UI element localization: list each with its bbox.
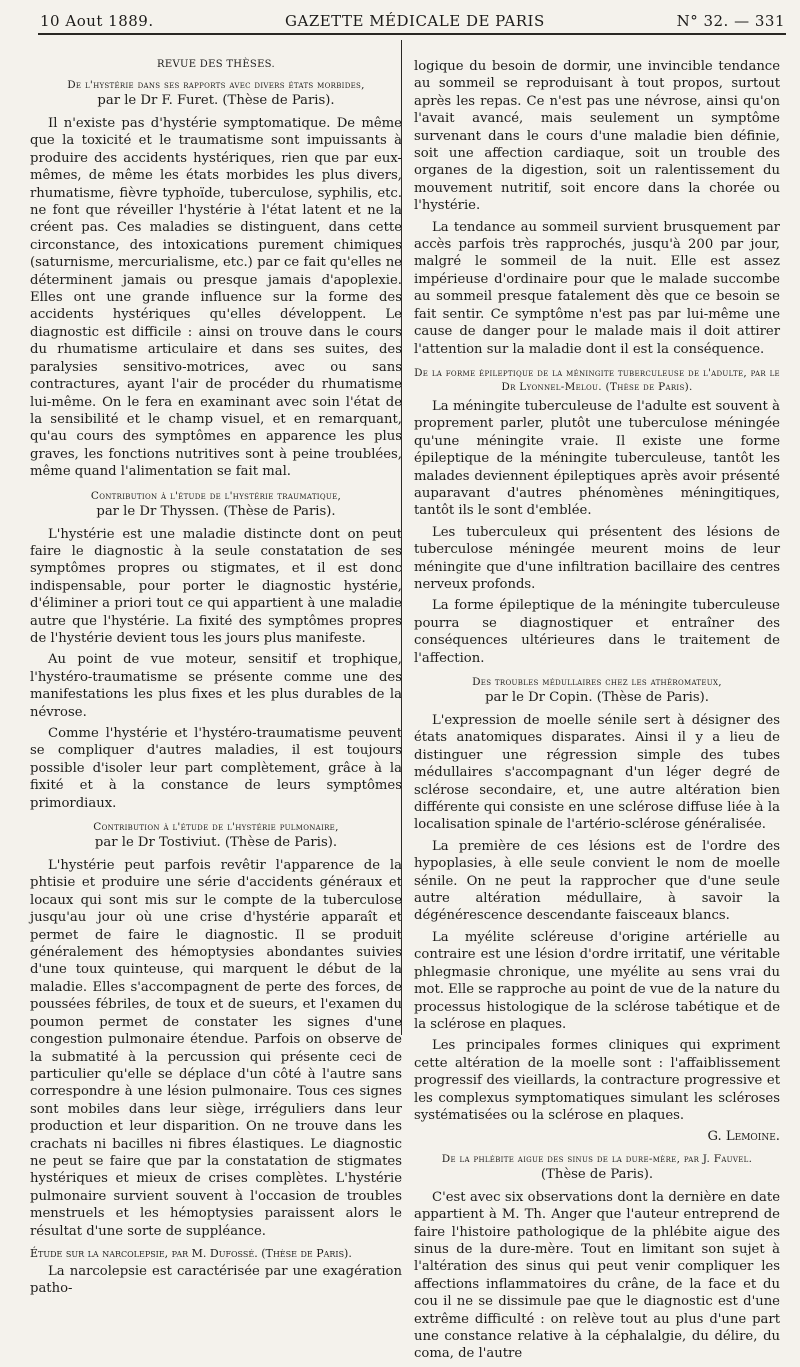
paragraph: Il n'existe pas d'hystérie symptomatique. De même que la toxicité et le traumatisme sont impuissants à produire des accidents hystériques, rien que par eux-mêmes, de même les états morbides les plus divers, rhumatisme, fièvre typhoïde, tuberculose, syphilis, etc. ne font que réveiller l'hystérie à l'état latent et ne la créent pas. Ces maladies se distinguent, dans cette circonstance, des intoxications purement chimiques (saturnisme, mercurialisme, etc.) par ce fait qu'elles ne déterminent jamais ou presque jamais d'apoplexie. Elles ont une grande influence sur la forme des accidents hystériques qu'elles développent. Le diagnostic est difficile : ainsi on trouve dans le cours du rhumatisme articulaire et dans ses suites, des paralysies sensitivo-motrices, avec ou sans contractures, ayant l'air de procéder du rhumatisme lui-même. On le fera en examinant avec soin l'état de la sensibilité et le champ visuel, et en remarquant, qu'au cours des symptômes en apparence les plus graves, les fonctions nutritives sont à peine troublées, même quand l'alimentation se fait mal. xyxy=(30,116,402,480)
paragraph: La myélite scléreuse d'origine artérielle au contraire est une lésion d'ordre irritatif, une véritable phlegmasie chronique, une myélite au sens vrai du mot. Elle se rapproche au point de vue de la nature du processus histologique de la sclérose tabétique et de la sclérose en plaques. xyxy=(414,929,780,1032)
section-heading: REVUE DES THÈSES. xyxy=(157,59,275,70)
paragraph: L'hystérie est une maladie distincte dont on peut faire le diagnostic à la seule constatation de ses symptômes propres ou stigmates, et il est donc indispensable, pour porter le diagnostic hystérie, d'éliminer a priori tout ce qui appartient à une maladie autre que l'hystérie. La fixité des symptômes propres de l'hystérie devient tous les jours plus manifeste. xyxy=(30,526,402,646)
thesis-author: par le Dr F. Furet. (Thèse de Paris). xyxy=(97,93,335,108)
issue-date: 10 Aout 1889. xyxy=(40,12,154,30)
paragraph: L'expression de moelle sénile sert à désigner des états anatomiques disparates. Ainsi il y a lieu de distinguer une régression simple des tubes médullaires s'accompagnant d'un léger degré de sclérose secondaire, et, une autre altération bien différente qui consiste en une sclérose diffuse liée à la localisation spinale de l'artério-sclérose généralisée. xyxy=(414,713,780,833)
thesis-title: Contribution à l'étude de l'hystérie traumatique, xyxy=(90,489,342,502)
paragraph: Au point de vue moteur, sensitif et trophique, l'hystéro-traumatisme se présente comme une des manifestations les plus fixes et les plus durables de la névrose. xyxy=(30,652,402,720)
thesis-author: par le Dr Copin. (Thèse de Paris). xyxy=(485,690,709,705)
journal-title: GAZETTE MÉDICALE DE PARIS xyxy=(285,12,545,30)
thesis-title: Étude sur la narcolepsie, par M. Dufossé. (Thèse de Paris). xyxy=(30,1246,352,1260)
paragraph: Comme l'hystérie et l'hystéro-traumatisme peuvent se compliquer d'autres maladies, il est toujours possible d'isoler leur part complètement, grâce à la fixité et à la constance de leurs symptômes primordiaux. xyxy=(30,726,402,811)
thesis-title: De l'hystérie dans ses rapports avec divers états morbides, xyxy=(67,79,365,91)
paragraph: La première de ces lésions est de l'ordre des hypoplasies, à elle seule convient le nom de moelle sénile. On ne peut la rapprocher que d'une seule autre altération médullaire, à savoir la dégénérescence descendante faisceaux blancs. xyxy=(414,838,780,924)
paragraph: logique du besoin de dormir, une invincible tendance au sommeil se reproduisant à tout propos, surtout après les repas. Ce n'est pas une névrose, ainsi qu'on l'avait avancé, mais seulement un symptôme survenant dans le cours d'une maladie bien définie, soit une affection cardiaque, soit un trouble des organes de la digestion, soit un ralentissement du mouvement nutritif, soit encore dans la chorée ou l'hystérie. xyxy=(414,59,780,214)
thesis-title: De la forme épileptique de la méningite tuberculeuse de l'adulte, par le Dr Lyonnel-Melou. (Thèse de Paris). xyxy=(414,366,780,393)
paragraph: C'est avec six observations dont la dernière en date appartient à M. Th. Anger que l'auteur entreprend de faire l'histoire pathologique de la phlébite aigue des sinus de la dure-mère. Tout en limitant son sujet à l'altération des sinus qui peut venir compliquer les affections inflammatoires du crâne, de la face et du cou il ne se dissimule pae que le diagnostic est d'une extrême difficulté : on relève tout au plus d'une part une constance relative à la céphalalgie, du délire, du coma, de l'autre xyxy=(414,1189,780,1362)
paragraph: La tendance au sommeil survient brusquement par accès parfois très rapprochés, jusqu'à 200 par jour, malgré le sommeil de la nuit. Elle est assez impérieuse d'ordinaire pour que le malade succombe au sommeil presque fatalement dès que ce besoin se fait sentir. Ce symptôme n'est pas par lui-même une cause de danger pour le malade mais il doit attirer l'attention sur la maladie dont il est la conséquence. xyxy=(414,219,780,357)
right-column xyxy=(414,58,780,1367)
thesis-title: Des troubles médullaires chez les athéromateux, xyxy=(472,676,722,688)
paragraph: L'hystérie peut parfois revêtir l'apparence de la phtisie et produire une série d'accidents généraux et locaux qui sont mis sur le compte de la tuberculose jusqu'au jour où une crise d'hystérie apparaît et permet de faire le diagnostic. Il se produit généralement des hémoptysies abondantes suivies d'une toux quinteuse, qui marquent le début de la maladie. Elles s'accompagnent de perte des forces, de poussées fébriles, de toux et de sueurs, et l'examen du poumon permet de constater les signes d'une congestion pulmonaire étendue. Parfois on observe de la submatité à la percussion qui présente ceci de particulier qu'elle se déplace d'un côté à l'autre sans correspondre à une lésion pulmonaire. Tous ces signes sont mobiles dans leur siège, irréguliers dans leur production et leur disparition. On ne trouve dans les crachats ni bacilles ni fibres élastiques. Le diagnostic ne peut se faire que par la constatation de stigmates hystériques et mieux de crises complètes. L'hystérie pulmonaire survient souvent à l'occasion de troubles menstruels et les hémoptysies paraissent alors le résultat d'une sorte de suppléance. xyxy=(30,858,402,1239)
paragraph: Les tuberculeux qui présentent des lésions de tuberculose méningée meurent moins de leur méningite que d'une infiltration bacillaire des centres nerveux profonds. xyxy=(414,524,780,592)
paragraph: La forme épileptique de la méningite tuberculeuse pourra se diagnostiquer et entraîner des conséquences ultérieures dans le traitement de l'affection. xyxy=(414,598,780,666)
thesis-author: (Thèse de Paris). xyxy=(540,1166,654,1182)
left-column xyxy=(30,58,402,1302)
thesis-author: par le Dr Thyssen. (Thèse de Paris). xyxy=(96,503,336,519)
paragraph: La narcolepsie est caractérisée par une exagération patho- xyxy=(30,1263,402,1297)
header-rule xyxy=(38,33,786,35)
thesis-title: De la phlébite aigue des sinus de la dure-mère, par J. Fauvel. xyxy=(441,1152,753,1165)
paragraph: Les principales formes cliniques qui expriment cette altération de la moelle sont : l'affaiblissement progressif des vieillards, la contracture progressive et les complexus symptomatiques simulant les scléroses systématisées ou la sclérose en plaques. xyxy=(414,1038,780,1123)
thesis-author: par le Dr Tostiviut. (Thèse de Paris). xyxy=(94,835,338,851)
thesis-title: Contribution à l'étude de l'hystérie pulmonaire, xyxy=(93,821,339,834)
paragraph: La méningite tuberculeuse de l'adulte est souvent à proprement parler, plutôt une tuberculose méningée qu'une méningite vraie. Il existe une forme épileptique de la méningite tuberculeuse, tantôt les malades deviennent épileptiques après avoir présenté auparavant d'autres phénomènes méningitiques, tantôt ils le sont d'emblée. xyxy=(414,398,780,519)
issue-number: N° 32. — 331 xyxy=(676,12,785,30)
signature: G. Lemoine. xyxy=(707,1129,780,1145)
